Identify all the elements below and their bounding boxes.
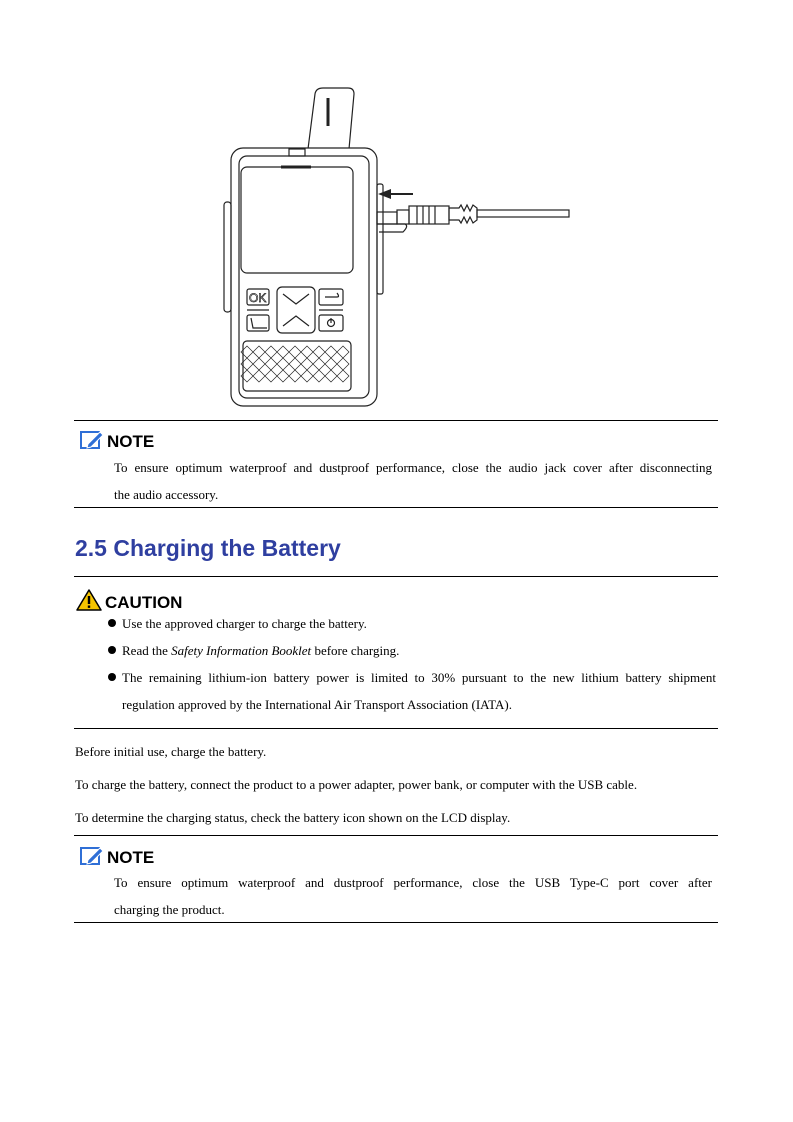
ok-key-label: OK [249,291,267,305]
bullet-text-continued: regulation approved by the International Air Transport Association (IATA). [122,697,512,712]
note-label: NOTE [107,432,155,451]
note-label: NOTE [107,848,155,867]
divider [74,835,718,836]
bullet-text: The remaining lithium-ion battery power is limited to 30% pursuant to the new lithium battery shipment [122,670,716,685]
bullet-dot [108,619,116,627]
note-header [80,846,154,866]
section-heading: 2.5 Charging the Battery [75,535,341,561]
divider [74,420,718,421]
body-paragraph: Before initial use, charge the battery. [75,744,267,759]
divider [74,576,718,577]
divider [74,728,718,729]
bullet-text: Use the approved charger to charge the battery. [122,616,367,631]
divider [74,922,718,923]
note-pencil-icon [80,430,104,450]
caution-header [76,589,182,611]
body-paragraph: To determine the charging status, check the battery icon shown on the LCD display. [75,810,511,825]
note-text: To ensure optimum waterproof and dustproof performance, close the audio jack cover after disconnecting [114,460,712,475]
caution-bullet [108,664,716,718]
note-text: To ensure optimum waterproof and dustproof performance, close the USB Type-C port cover after [114,875,712,890]
caution-bullet [108,637,716,664]
bullet-text-italic: Safety Information Booklet [171,643,312,658]
note-header [80,430,154,450]
bullet-dot [108,646,116,654]
bullet-dot [108,673,116,681]
divider [74,507,718,508]
note-text-continued: charging the product. [114,902,225,917]
bullet-text-suffix: before charging. [311,643,400,658]
caution-bullet [108,610,716,637]
caution-label: CAUTION [105,593,183,612]
note-text-continued: the audio accessory. [114,487,219,502]
body-paragraph: To charge the battery, connect the product to a power adapter, power bank, or computer with the USB cable. [75,777,638,792]
bullet-text-prefix: Read the [122,643,172,658]
warning-triangle-icon [76,589,102,611]
note-pencil-icon [80,846,104,866]
device-illustration [215,84,575,409]
